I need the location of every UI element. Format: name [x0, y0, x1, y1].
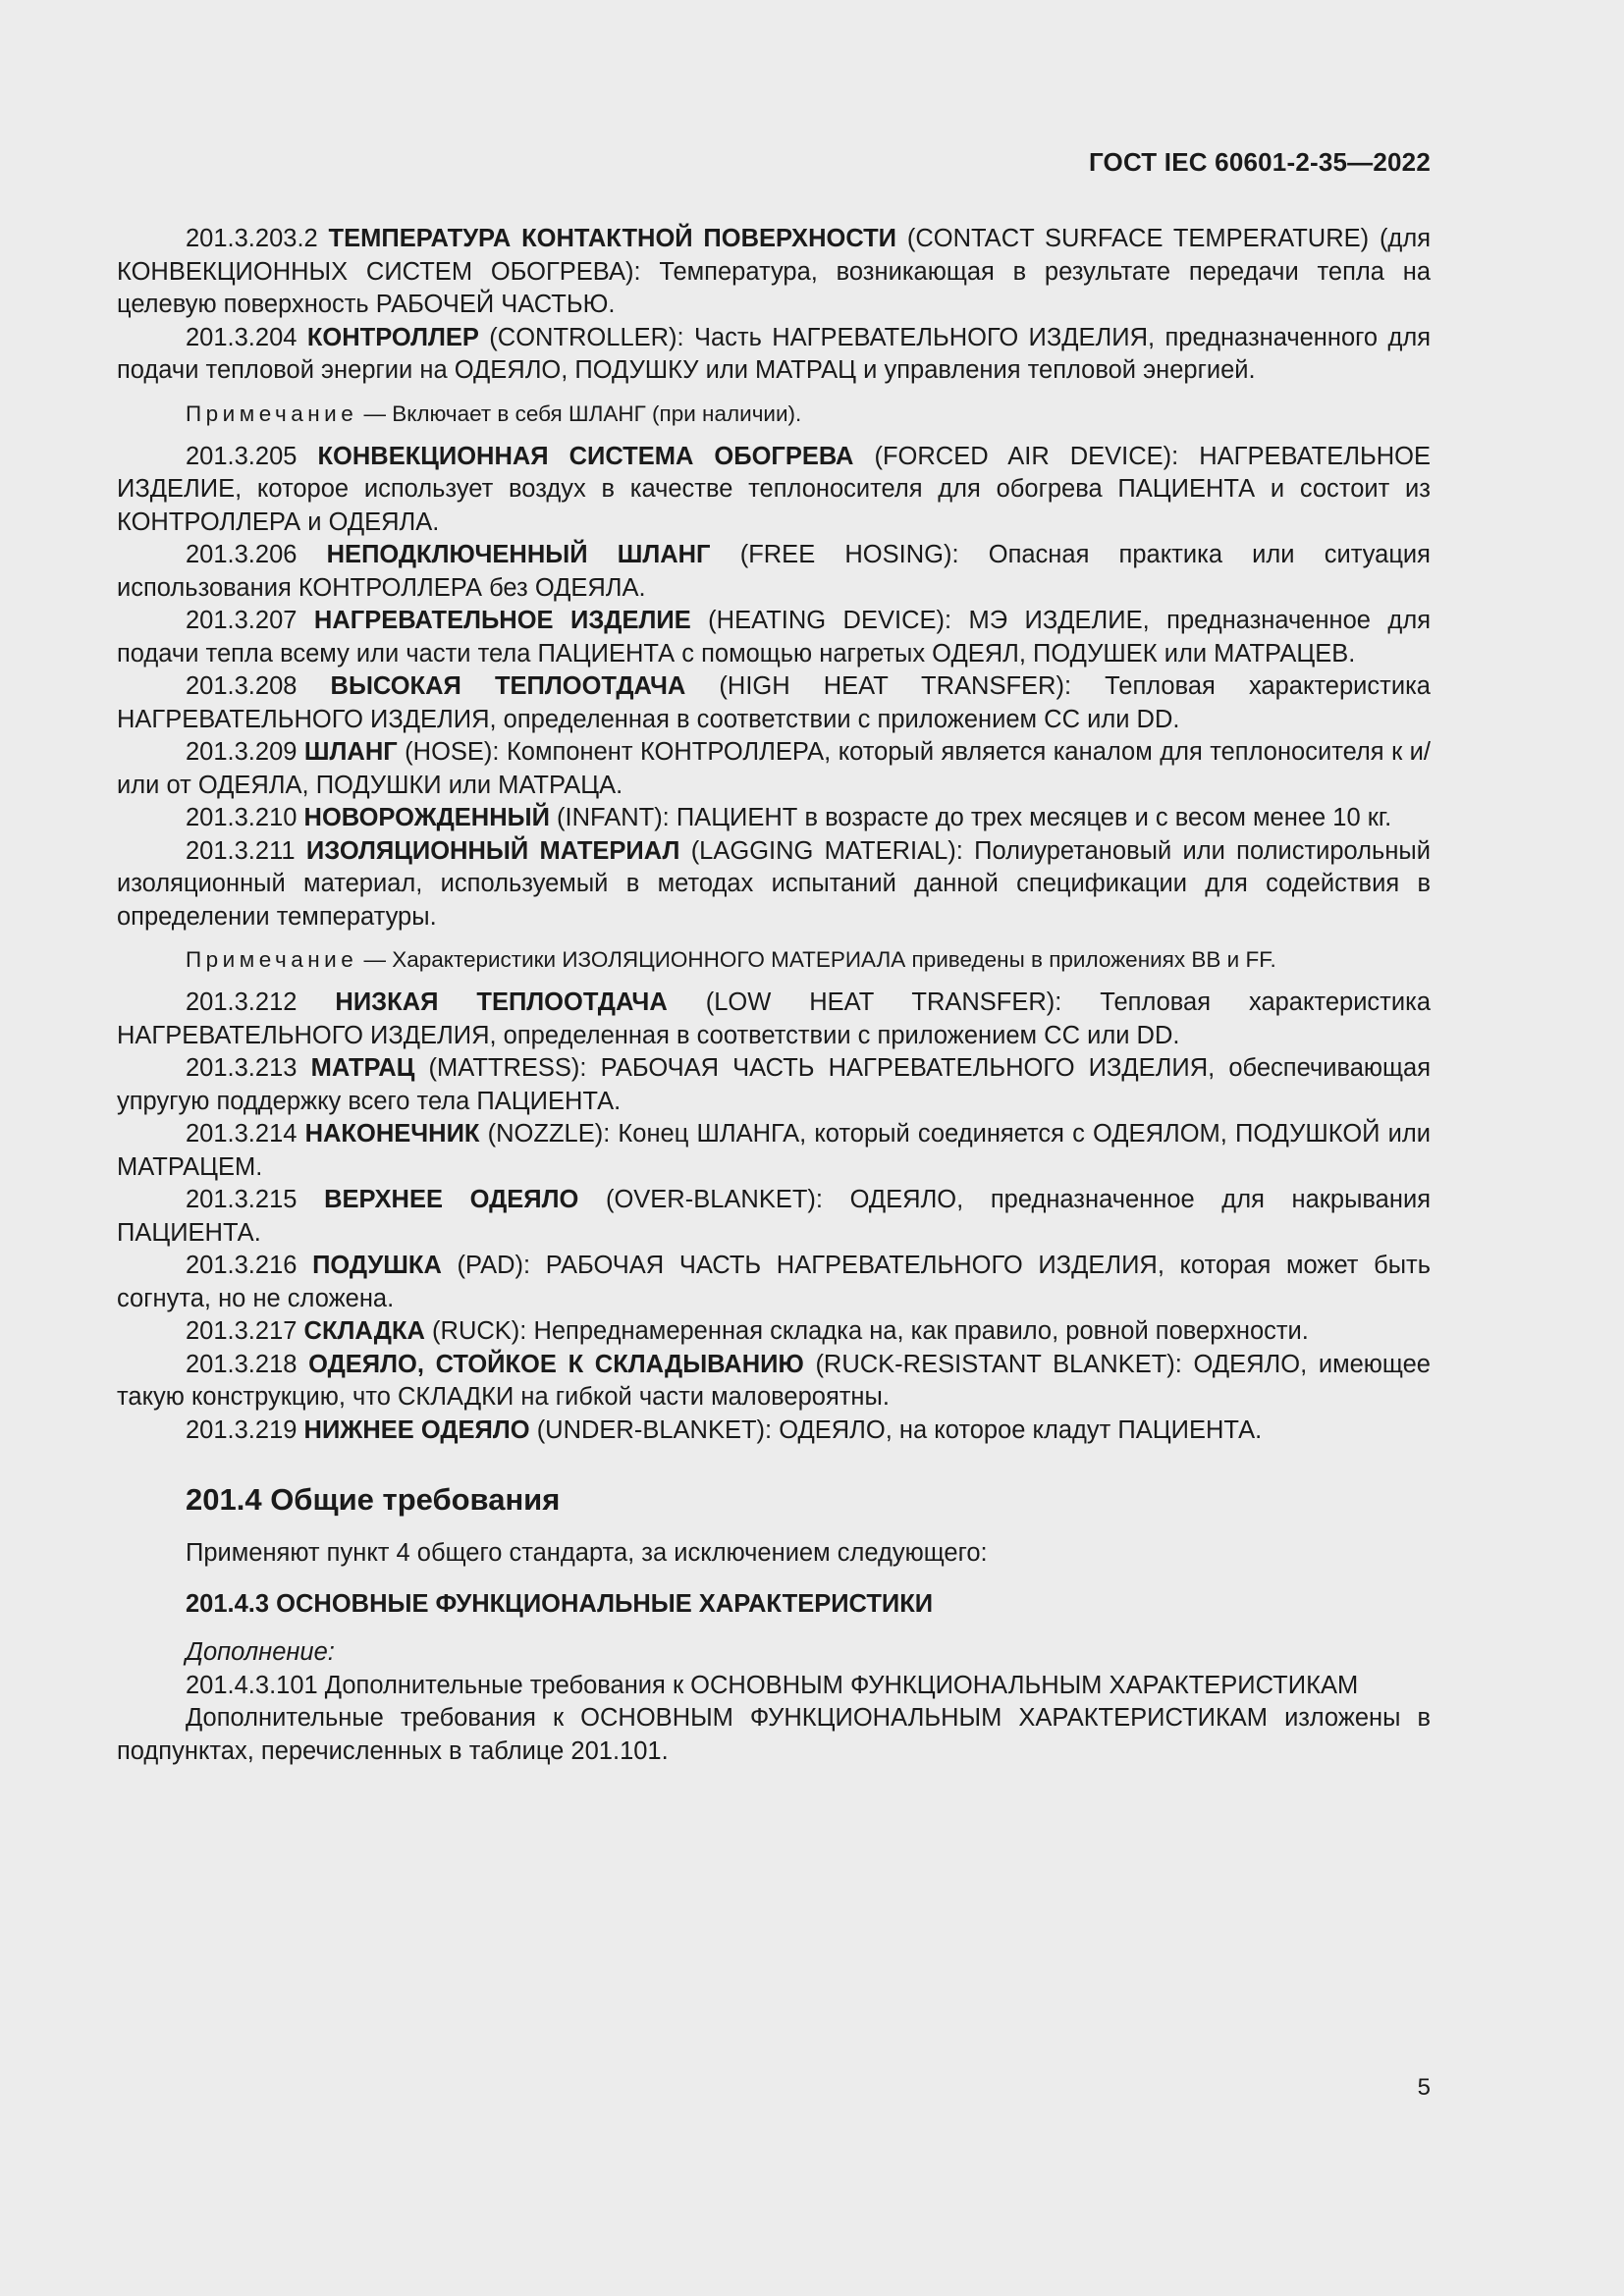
- definition-term: КОНТРОЛЛЕР: [306, 323, 479, 351]
- definition-term: ОДЕЯЛО, СТОЙКОЕ К СКЛАДЫВАНИЮ: [308, 1350, 804, 1378]
- definition-text: (INFANT): ПАЦИЕНТ в возрасте до трех месяцев и с весом менее 10 кг.: [557, 804, 1392, 831]
- definition-term: НИЖНЕЕ ОДЕЯЛО: [303, 1415, 530, 1444]
- definition-term: СКЛАДКА: [303, 1317, 425, 1345]
- definition-text: (HEATING DEVICE): МЭ ИЗДЕЛИЕ, предназначенное для подачи тепла всему или части тела ПАЦИЕНТА с помощью нагретых ОДЕЯЛ, ПОДУШЕК или МАТРАЦЕВ.: [117, 607, 1432, 667]
- definition-text: (CONTACT SURFACE TEMPERATURE) (для КОНВЕКЦИОННЫХ СИСТЕМ ОБОГРЕВА): Температура, возникающая в результате передачи тепла на целевую поверхность РАБОЧЕЙ ЧАСТЬЮ.: [117, 225, 1431, 318]
- definition-entry: [117, 1250, 1431, 1315]
- definition-text: (OVER-BLANKET): ОДЕЯЛО, предназначенное для накрывания ПАЦИЕНТА.: [117, 1186, 1431, 1247]
- definition-number: 201.3.209: [186, 738, 298, 766]
- definition-term: ВЫСОКАЯ ТЕПЛООТДАЧА: [330, 672, 686, 700]
- definition-text: (RUCK): Непреднамеренная складка на, как правило, ровной поверхности.: [432, 1317, 1309, 1345]
- definition-entry: [117, 1052, 1431, 1118]
- standard-designation: ГОСТ IEC 60601-2-35—2022: [1088, 147, 1431, 177]
- definition-text: (UNDER-BLANKET): ОДЕЯЛО, на которое кладут ПАЦИЕНТА.: [536, 1415, 1263, 1444]
- definition-entry: [117, 441, 1431, 540]
- definition-number: 201.3.216: [186, 1252, 298, 1279]
- clause-text: Дополнительные требования к ОСНОВНЫМ ФУНКЦИОНАЛЬНЫМ ХАРАКТЕРИСТИКАМ изложены в подпунктах, перечисленных в таблице 201.101.: [117, 1704, 1431, 1765]
- definition-entry: [117, 605, 1431, 670]
- definitions-group-c: [117, 987, 1431, 1447]
- definition-number: 201.3.213: [186, 1054, 298, 1082]
- definitions-group-b: [117, 441, 1431, 934]
- definition-term: ВЕРХНЕЕ ОДЕЯЛО: [324, 1186, 579, 1213]
- definition-term: НИЗКАЯ ТЕПЛООТДАЧА: [335, 988, 668, 1016]
- definition-text: (FORCED AIR DEVICE): НАГРЕВАТЕЛЬНОЕ ИЗДЕЛИЕ, которое использует воздух в качестве теплоносителя для обогрева ПАЦИЕНТА и состоит из КОНТРОЛЛЕРА и ОДЕЯЛА.: [117, 442, 1431, 536]
- definition-text: (HIGH HEAT TRANSFER): Тепловая характеристика НАГРЕВАТЕЛЬНОГО ИЗДЕЛИЯ, определенная в соответствии с приложением CC или DD.: [117, 672, 1431, 733]
- definition-entry: [117, 1349, 1431, 1415]
- definition-entry: [117, 670, 1431, 736]
- definition-text: (CONTROLLER): Часть НАГРЕВАТЕЛЬНОГО ИЗДЕЛИЯ, предназначенного для подачи тепловой энергии на ОДЕЯЛО, ПОДУШКУ или МАТРАЦ и управления тепловой энергией.: [117, 323, 1432, 384]
- definition-text: (HOSE): Компонент КОНТРОЛЛЕРА, который является каналом для теплоносителя к и/или от ОДЕЯЛА, ПОДУШКИ или МАТРАЦА.: [117, 738, 1431, 799]
- definition-entry: [117, 223, 1431, 322]
- definition-text: (RUCK-RESISTANT BLANKET): ОДЕЯЛО, имеющее такую конструкцию, что СКЛАДКИ на гибкой части маловероятны.: [117, 1350, 1431, 1411]
- definition-term: НЕПОДКЛЮЧЕННЫЙ ШЛАНГ: [326, 541, 711, 568]
- note-text: — Включает в себя ШЛАНГ (при наличии).: [363, 400, 802, 426]
- definition-number: 201.3.206: [186, 541, 298, 568]
- definition-term: НАГРЕВАТЕЛЬНОЕ ИЗДЕЛИЕ: [313, 607, 691, 634]
- definition-number: 201.3.207: [186, 607, 298, 634]
- definition-number: 201.3.218: [186, 1350, 298, 1378]
- definition-text: (NOZZLE): Конец ШЛАНГА, который соединяется с ОДЕЯЛОМ, ПОДУШКОЙ или МАТРАЦЕМ.: [117, 1120, 1431, 1181]
- page-body: [117, 223, 1431, 1768]
- definition-entry: [117, 736, 1431, 802]
- note-label: Примечание: [186, 400, 358, 426]
- definition-term: ПОДУШКА: [312, 1252, 442, 1279]
- clause-201-4-3-101: 201.4.3.101 Дополнительные требования к ОСНОВНЫМ ФУНКЦИОНАЛЬНЫМ ХАРАКТЕРИСТИКАМ: [186, 1671, 1359, 1699]
- definition-number: 201.3.219: [186, 1415, 298, 1444]
- addition-label: Дополнение:: [186, 1638, 335, 1666]
- definition-text: (FREE HOSING): Опасная практика или ситуация использования КОНТРОЛЛЕРА без ОДЕЯЛА.: [117, 541, 1431, 602]
- definition-term: ИЗОЛЯЦИОННЫЙ МАТЕРИАЛ: [305, 836, 680, 865]
- definition-term: НАКОНЕЧНИК: [304, 1120, 480, 1148]
- page-number: 5: [1417, 2074, 1431, 2101]
- definition-entry: [117, 987, 1431, 1052]
- definition-entry: [117, 1315, 1431, 1349]
- definition-number: 201.3.208: [186, 672, 298, 700]
- definition-entry: [117, 1118, 1431, 1184]
- definition-entry: [117, 322, 1431, 388]
- definition-term: НОВОРОЖДЕННЫЙ: [303, 804, 550, 831]
- definition-term: ТЕМПЕРАТУРА КОНТАКТНОЙ ПОВЕРХНОСТИ: [328, 225, 897, 252]
- definition-number: 201.3.211: [186, 836, 296, 865]
- definition-entry: [117, 1184, 1431, 1250]
- definition-number: 201.3.205: [186, 442, 298, 470]
- definition-text: (PAD): РАБОЧАЯ ЧАСТЬ НАГРЕВАТЕЛЬНОГО ИЗДЕЛИЯ, которая может быть согнута, но не сложена.: [117, 1252, 1432, 1312]
- definition-entry: [117, 1415, 1431, 1448]
- note-2: [117, 945, 1431, 975]
- definition-number: 201.3.212: [186, 988, 298, 1016]
- definition-number: 201.3.210: [186, 804, 298, 831]
- definition-entry: [117, 835, 1431, 934]
- definition-term: КОНВЕКЦИОННАЯ СИСТЕМА ОБОГРЕВА: [317, 442, 854, 470]
- definition-number: 201.3.217: [186, 1317, 298, 1345]
- definition-text: (LAGGING MATERIAL): Полиуретановый или полистирольный изоляционный материал, используемый в методах испытаний данной спецификации для содействия в определении температуры.: [117, 836, 1431, 931]
- definition-number: 201.3.204: [186, 323, 298, 351]
- definition-text: (MATTRESS): РАБОЧАЯ ЧАСТЬ НАГРЕВАТЕЛЬНОГО ИЗДЕЛИЯ, обеспечивающая упругую поддержку всего тела ПАЦИЕНТА.: [117, 1054, 1432, 1115]
- definition-entry: [117, 802, 1431, 835]
- definitions-group-a: [117, 223, 1431, 388]
- definition-term: МАТРАЦ: [310, 1054, 415, 1082]
- definition-text: (LOW HEAT TRANSFER): Тепловая характеристика НАГРЕВАТЕЛЬНОГО ИЗДЕЛИЯ, определенная в соответствии с приложением CC или DD.: [117, 988, 1432, 1049]
- note-text: — Характеристики ИЗОЛЯЦИОННОГО МАТЕРИАЛА приведены в приложениях BB и FF.: [363, 947, 1276, 972]
- definition-term: ШЛАНГ: [303, 738, 398, 766]
- subsection-heading: 201.4.3 ОСНОВНЫЕ ФУНКЦИОНАЛЬНЫЕ ХАРАКТЕРИСТИКИ: [186, 1589, 934, 1618]
- note-label: Примечание: [186, 947, 358, 972]
- section-heading: 201.4 Общие требования: [186, 1482, 561, 1517]
- definition-number: 201.3.203.2: [186, 225, 318, 252]
- definition-entry: [117, 539, 1431, 605]
- section-intro: Применяют пункт 4 общего стандарта, за исключением следующего:: [186, 1539, 988, 1567]
- definition-number: 201.3.215: [186, 1186, 298, 1213]
- definition-number: 201.3.214: [186, 1120, 298, 1148]
- note-1: [117, 400, 1431, 429]
